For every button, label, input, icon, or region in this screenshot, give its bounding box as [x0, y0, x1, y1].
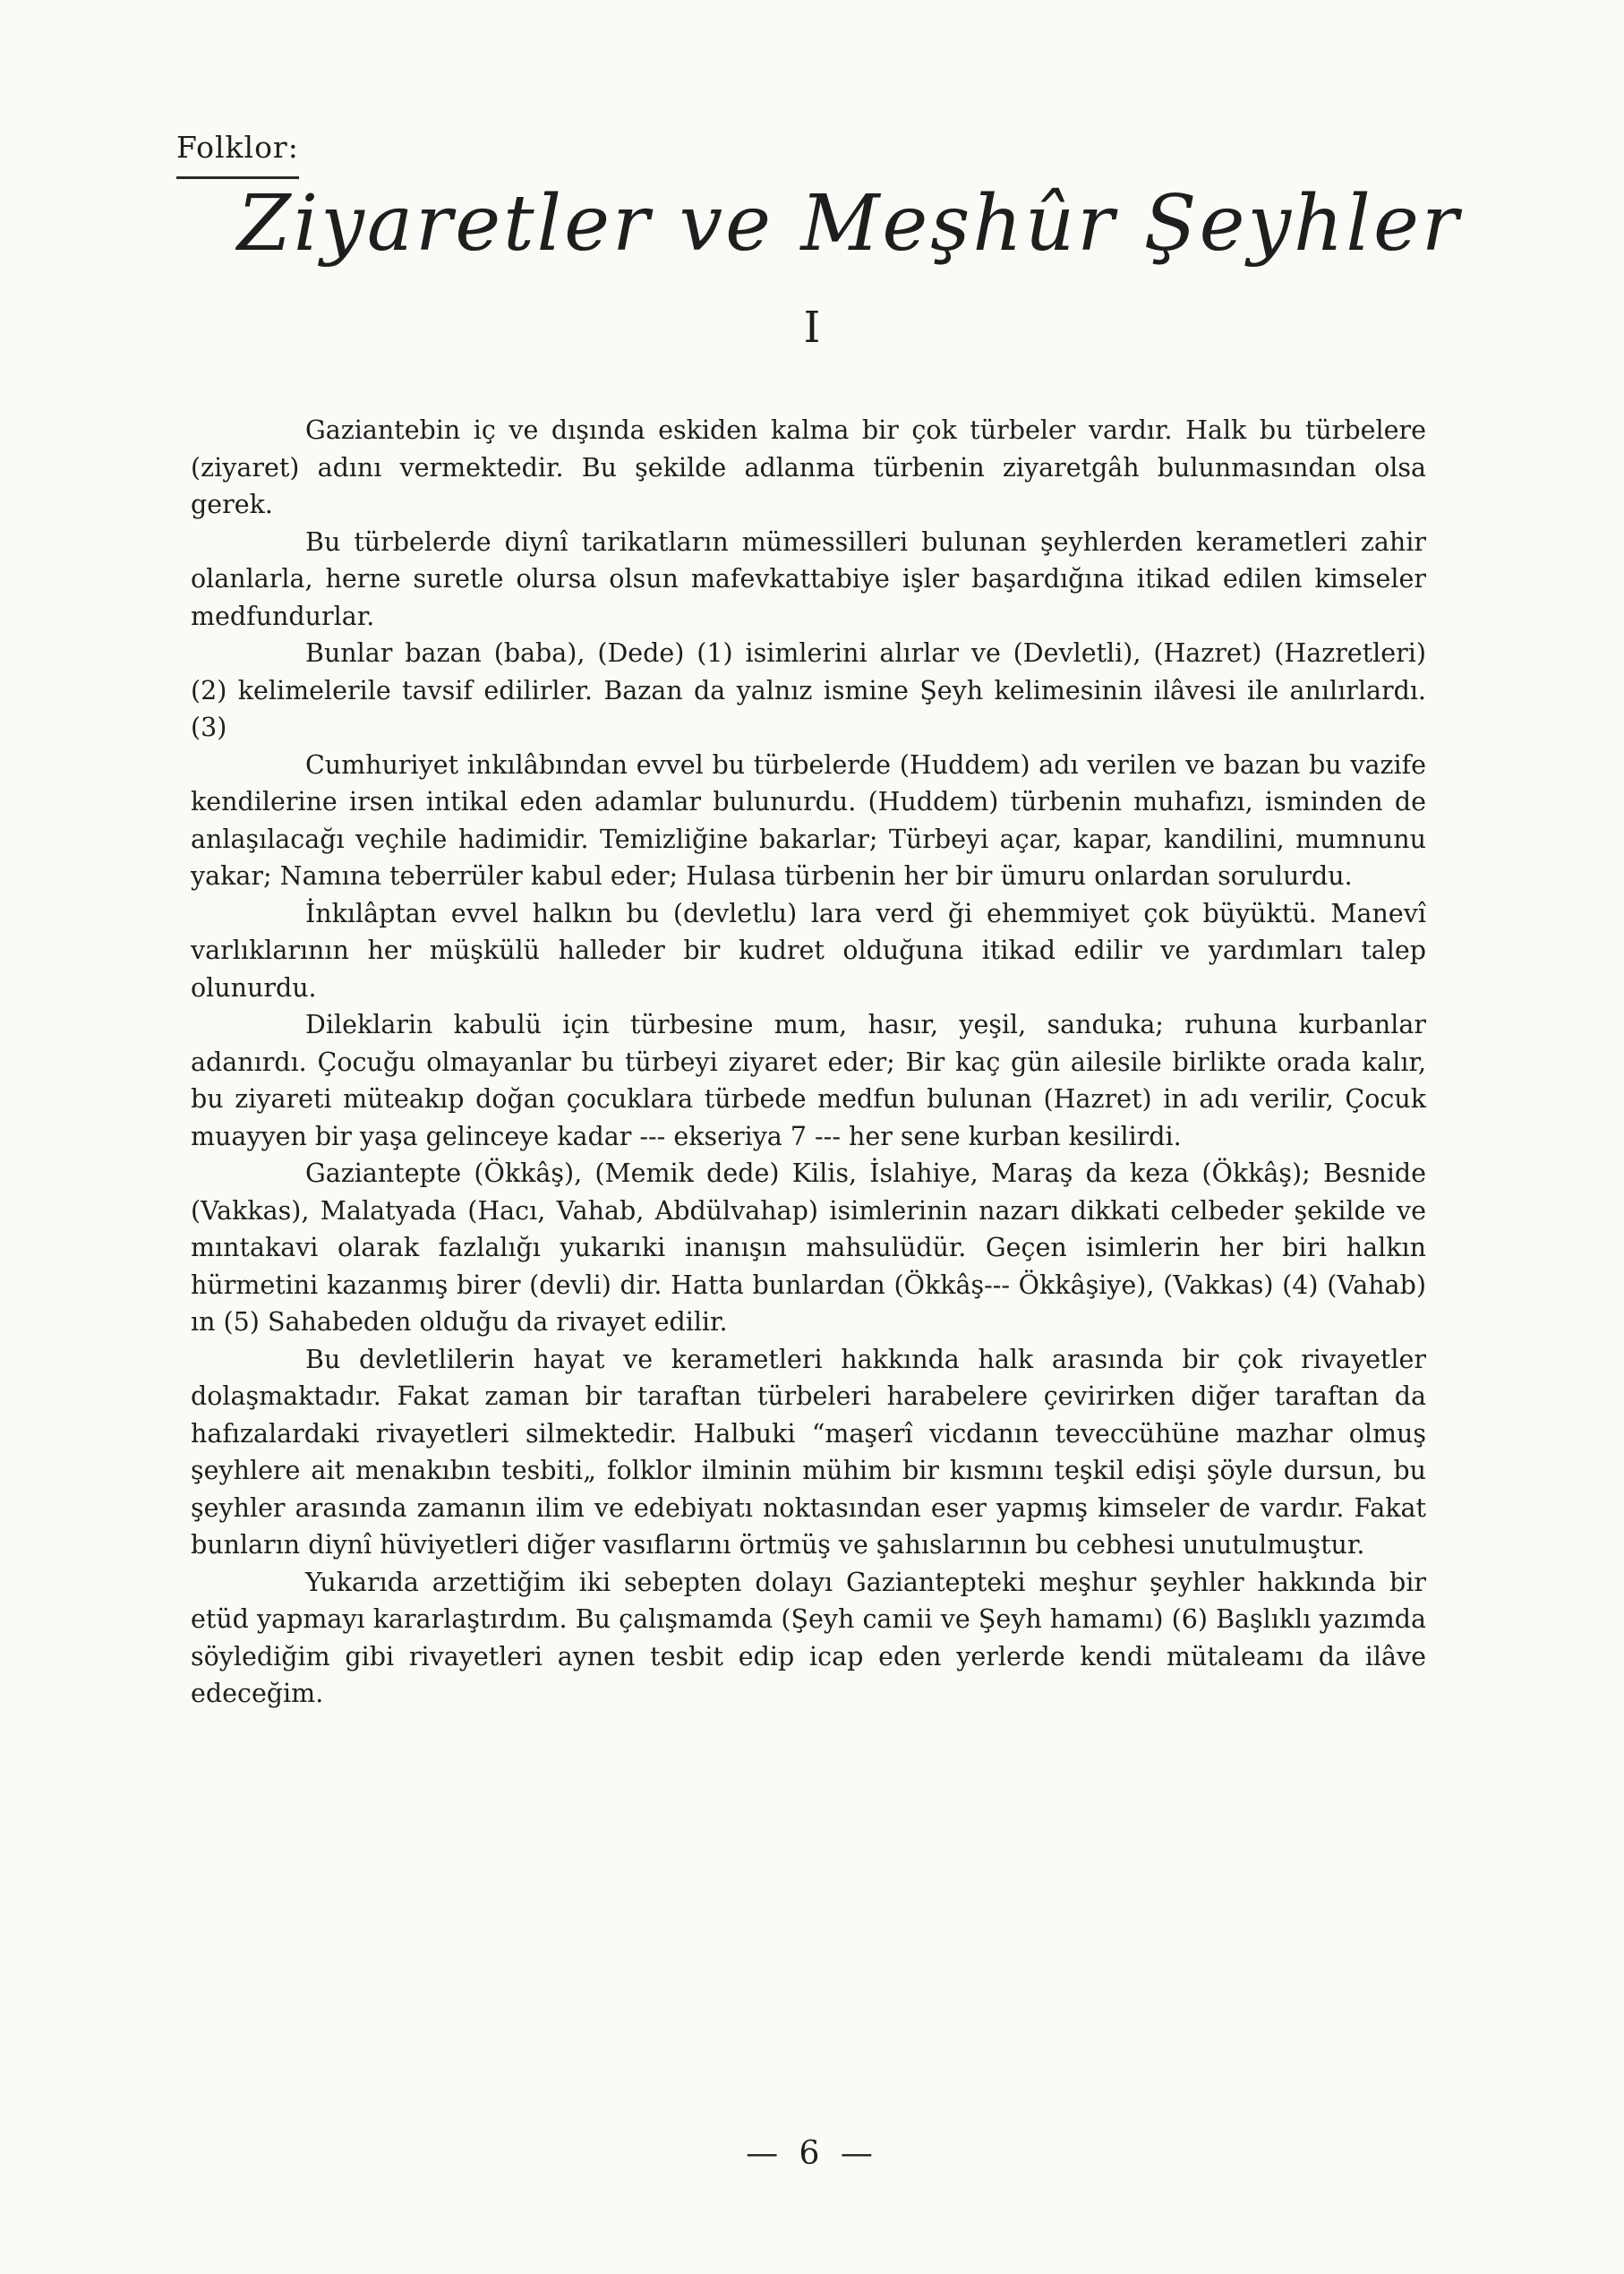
paragraph: Yukarıda arzettiğim iki sebepten dolayı Gaziantepteki meşhur şeyhler hakkında bir etüd yapmayı kararlaştırdım. Bu çalışmamda (Şeyh camii ve Şeyh hamamı) (6) Başlıklı yazımda söylediğim gibi rivayetleri aynen tesbit edip icap eden yerlerde kendi mütaleamı da ilâve edeceğim. [191, 1567, 1426, 1708]
paragraph: Dileklarin kabulü için türbesine mum, hasır, yeşil, sanduka; ruhuna kurbanlar adanırdı. Çocuğu olmayanlar bu türbeyi ziyaret eder; Bir kaç gün ailesile birlikte orada kalır, bu ziyareti müteakıp doğan çocuklara türbede medfun bulunan (Hazret) in adı verilir, Çocuk muayyen bir yaşa gelinceye kadar --- ekseriya 7 --- her sene kurban kesilirdi. [191, 1010, 1426, 1151]
paragraph: Bunlar bazan (baba), (Dede) (1) isimlerini alırlar ve (Devletli), (Hazret) (Hazretleri) (2) kelimelerile tavsif edilirler. Bazan da yalnız ismine Şeyh kelimesinin ilâvesi ile anılırlardı. (3) [191, 638, 1426, 742]
paragraph: Bu devletlilerin hayat ve kerametleri hakkında halk arasında bir çok rivayetler dolaşmaktadır. Fakat zaman bir taraftan türbeleri harabelere çevirirken diğer taraftan da hafızalardaki rivayetleri silmektedir. Halbuki “maşerî vicdanın teveccühüne mazhar olmuş şeyhlere ait menakıbın tesbiti„ folklor ilminin mühim bir kısmını teşkil edişi şöyle dursun, bu şeyhler arasında zamanın ilim ve edebiyatı noktasından eser yapmış kimseler de vardır. Fakat bunların diynî hüviyetleri diğer vasıflarını örtmüş ve şahıslarının bu cebhesi unutulmuştur. [191, 1344, 1426, 1560]
section-label: Folklor: [176, 130, 299, 165]
paragraph: Cumhuriyet inkılâbından evvel bu türbelerde (Huddem) adı verilen ve bazan bu vazife kendilerine irsen intikal eden adamlar bulunurdu. (Huddem) türbenin muhafızı, isminden de anlaşılacağı veçhile hadimidir. Temizliğine bakarlar; Türbeyi açar, kapar, kandilini, mumnunu yakar; Namına teberrüler kabul eder; Hulasa türbenin her bir ümuru onlardan sorulurdu. [191, 749, 1426, 891]
part-numeral: I [803, 303, 821, 353]
article-title: Ziyaretler ve Meşhûr Şeyhler [237, 179, 1461, 269]
paragraph: İnkılâptan evvel halkın bu (devletlu) lara verd ği ehemmiyet çok büyüktü. Manevî varlıklarının her müşkülü halleder bir kudret olduğuna itikad edilir ve yardımları talep olunurdu. [191, 898, 1426, 1003]
paragraph: Gaziantebin iç ve dışında eskiden kalma bir çok türbeler vardır. Halk bu türbelere (ziyaret) adını vermektedir. Bu şekilde adlanma türbenin ziyaretgâh bulunmasından olsa gerek. [191, 415, 1426, 519]
article-body [191, 412, 1426, 1713]
paragraph: Bu türbelerde diynî tarikatların mümessilleri bulunan şeyhlerden kerametleri zahir olanlarla, herne suretle olursa olsun mafevkattabiye işler başardığına itikad edilen kimseler medfundurlar. [191, 526, 1426, 631]
page-number: — 6 — [746, 2135, 878, 2172]
paragraph: Gaziantepte (Ökkâş), (Memik dede) Kilis, İslahiye, Maraş da keza (Ökkâş); Besnide (Vakkas), Malatyada (Hacı, Vahab, Abdülvahap) isimlerinin nazarı dikkati celbeder şekilde ve mıntakavi olarak fazlalığı yukarıki inanışın mahsulüdür. Geçen isimlerin her biri halkın hürmetini kazanmış birer (devli) dir. Hatta bunlardan (Ökkâş--- Ökkâşiye), (Vakkas) (4) (Vahab) ın (5) Sahabeden olduğu da rivayet edilir. [191, 1158, 1426, 1337]
